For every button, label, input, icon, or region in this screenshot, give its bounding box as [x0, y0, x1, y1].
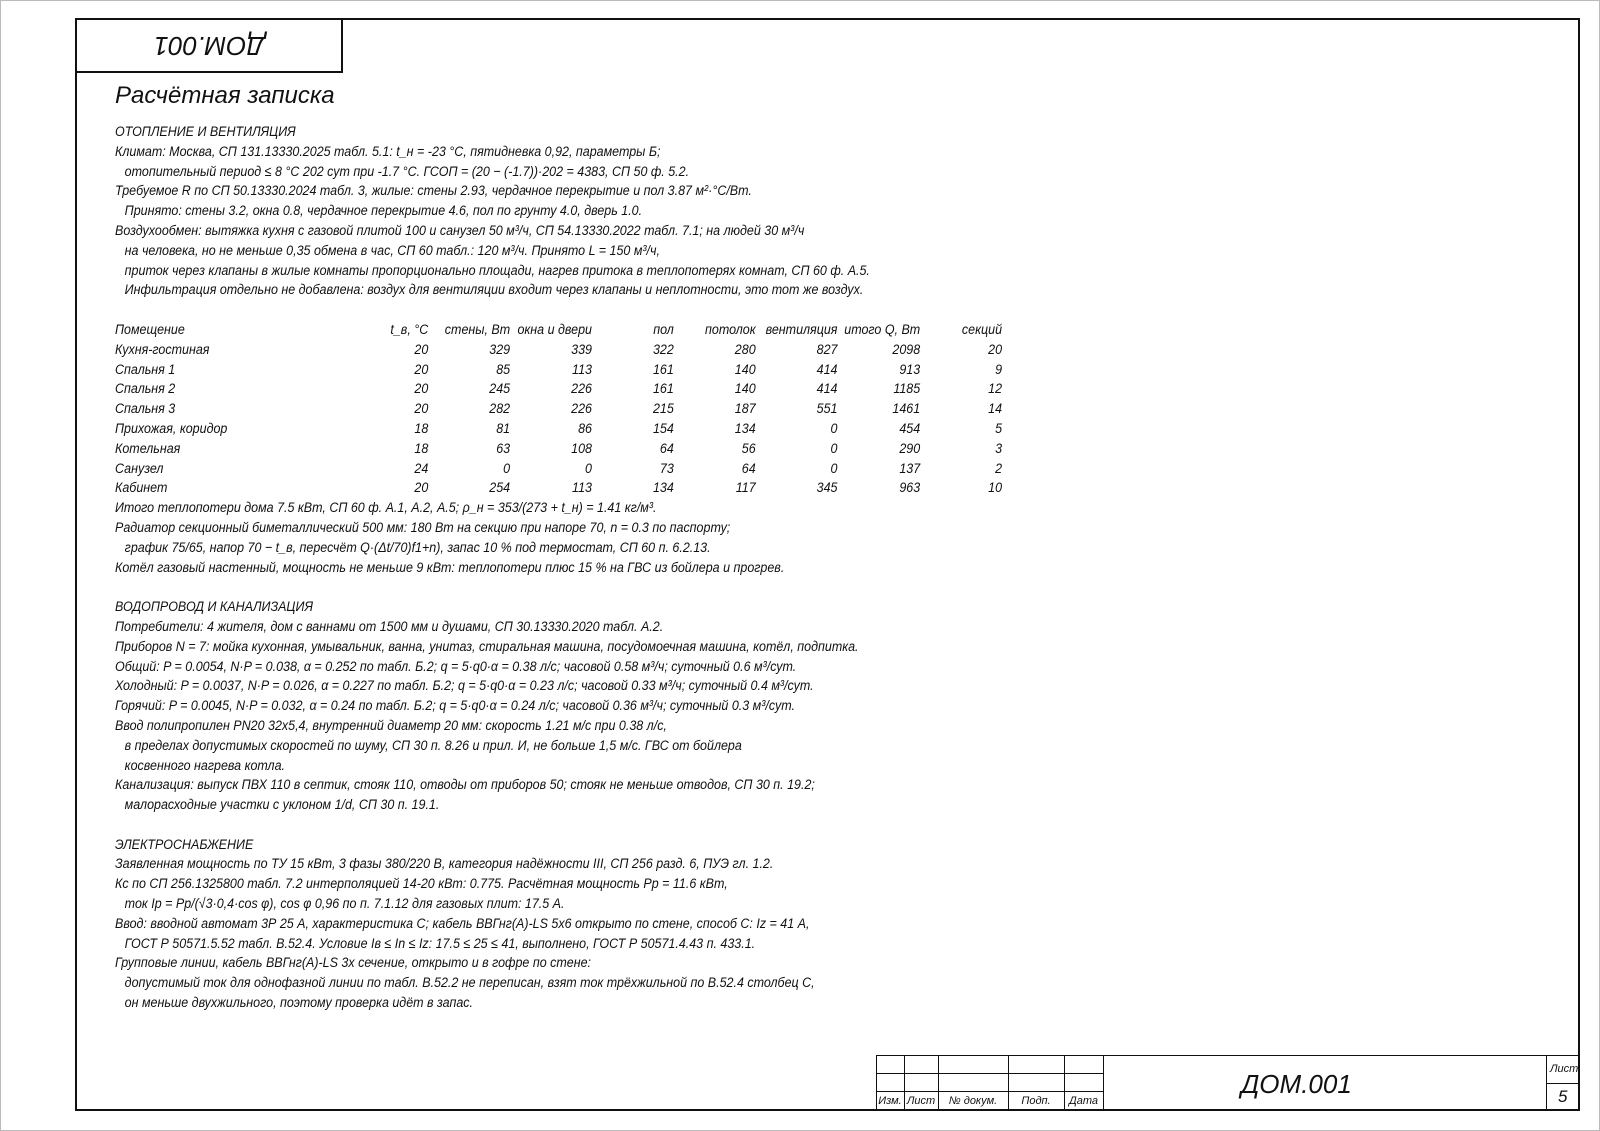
- room-name-cell: Спальня 2: [115, 381, 176, 398]
- table-cell: 140: [734, 361, 756, 378]
- electric-line: Заявленная мощность по ТУ 15 кВт, 3 фазы 380/220 В, категория надёжности III, СП 256 разд. 6, ПУЭ гл. 1.2.: [115, 856, 774, 873]
- table-cell: 137: [899, 460, 921, 477]
- heating-lines-before: [115, 143, 1215, 301]
- table-cell: 161: [652, 381, 674, 398]
- room-name-cell: Прихожая, коридор: [115, 420, 228, 437]
- room-name-cell: Санузел: [115, 460, 164, 477]
- table-row: [115, 341, 1002, 361]
- heating-line: Требуемое R по СП 50.13330.2024 табл. 3, жилые: стены 2.93, чердачное перекрытие и пол 3.87 м²·°С/Вт.: [115, 183, 752, 200]
- table-cell: 0: [830, 420, 838, 437]
- table-cell: 0: [830, 440, 838, 457]
- heating-line: Воздухообмен: вытяжка кухня с газовой плитой 100 и санузел 50 м³/ч, СП 54.13330.2022 табл. 7.1; на людей 30 м³/ч: [115, 222, 805, 239]
- table-cell: 113: [572, 480, 592, 497]
- table-header-cell: секций: [961, 321, 1003, 338]
- table-header-cell: вентиляция: [765, 321, 838, 338]
- table-cell: 134: [734, 420, 756, 437]
- water-line: малорасходные участки с уклоном 1/d, СП 30 п. 19.1.: [124, 797, 440, 814]
- table-row: [115, 420, 1002, 440]
- table-header-cell: потолок: [705, 321, 756, 338]
- table-cell: 414: [816, 381, 838, 398]
- table-cell: 329: [489, 341, 511, 358]
- water-line: в пределах допустимых скоростей по шуму, СП 30 п. 8.26 и прил. И, не больше 1,5 м/с. ГВС от бойлера: [124, 737, 742, 754]
- table-cell: 187: [734, 401, 756, 418]
- table-cell: 140: [734, 381, 756, 398]
- title-block-column-label: Подп.: [1021, 1095, 1051, 1107]
- table-cell: 117: [735, 480, 756, 497]
- table-cell: 18: [414, 440, 429, 457]
- table-cell: 56: [741, 440, 756, 457]
- table-cell: 226: [571, 381, 592, 398]
- table-cell: 245: [489, 381, 511, 398]
- table-cell: 322: [652, 341, 674, 358]
- water-line: Приборов N = 7: мойка кухонная, умывальник, ванна, унитаз, стиральная машина, посудомоечная машина, котёл, подпитка.: [115, 638, 859, 655]
- heat-loss-table-wrap: [115, 321, 1083, 499]
- title-block-cell: [904, 1055, 938, 1073]
- table-cell: 18: [414, 420, 429, 437]
- table-header-cell: окна и двери: [517, 321, 592, 338]
- table-cell: 0: [503, 460, 511, 477]
- table-cell: 226: [571, 401, 592, 418]
- electric-line: допустимый ток для однофазной линии по табл. В.52.2 не переписан, взят ток трёхжильной по В.52.4 столбец С,: [124, 975, 815, 992]
- table-cell: 81: [496, 420, 511, 437]
- water-line: Канализация: выпуск ПВХ 110 в септик, стояк 110, отводы от приборов 50; стояк не меньше отводов, СП 30 п. 19.2;: [115, 777, 815, 794]
- table-cell: 2098: [892, 341, 921, 358]
- electric-line: ток Ір = Рр/(√3·0,4·cos φ), cos φ 0,96 по п. 7.1.12 для газовых плит: 17.5 А.: [124, 896, 565, 913]
- table-cell: 12: [988, 381, 1003, 398]
- table-header-cell: пол: [653, 321, 674, 338]
- calculation-note: [115, 80, 1215, 1014]
- table-cell: 913: [899, 361, 921, 378]
- table-cell: 154: [652, 420, 674, 437]
- room-name-cell: Котельная: [115, 440, 181, 457]
- table-cell: 64: [741, 460, 756, 477]
- heating-line: Инфильтрация отдельно не добавлена: воздух для вентиляции входит через клапаны и неплотности, это тот же воздух.: [124, 282, 864, 299]
- table-cell: 108: [571, 440, 592, 457]
- top-stamp: [75, 18, 343, 73]
- heating-line: график 75/65, напор 70 − t_в, пересчёт Q·(Δt/70)f1+n), запас 10 % под термостат, СП 60 п. 6.2.13.: [124, 539, 711, 556]
- title-block-cell: [904, 1073, 938, 1091]
- water-line: Потребители: 4 жителя, дом с ваннами от 1500 мм и душами, СП 30.13330.2020 табл. А.2.: [115, 618, 664, 635]
- table-cell: 345: [816, 480, 838, 497]
- room-name-cell: Кабинет: [115, 480, 168, 497]
- table-cell: 63: [496, 440, 511, 457]
- electric-line: он меньше двухжильного, поэтому проверка идёт в запас.: [124, 995, 473, 1012]
- table-cell: 20: [988, 341, 1003, 358]
- table-cell: 454: [899, 420, 921, 437]
- table-cell: 14: [988, 401, 1003, 418]
- title-block-cell: [876, 1073, 904, 1091]
- table-cell: 73: [659, 460, 674, 477]
- table-cell: 827: [816, 341, 838, 358]
- table-header-cell: стены, Вт: [444, 321, 511, 338]
- heating-line: Котёл газовый настенный, мощность не меньше 9 кВт: теплопотери плюс 15 % на ГВС из бойлера и прогрев.: [115, 559, 785, 576]
- electric-heading: ЭЛЕКТРОСНАБЖЕНИЕ: [115, 836, 254, 853]
- sheet-label: Лист: [1550, 1063, 1579, 1075]
- table-header-cell: Помещение: [115, 321, 185, 338]
- table-row: [115, 361, 1002, 381]
- room-name-cell: Кухня-гостиная: [115, 341, 210, 358]
- water-lines: [115, 618, 1215, 816]
- title-block-column-label: № докум.: [948, 1095, 998, 1107]
- heat-loss-table: [115, 321, 1002, 499]
- title-block-column-label: Изм.: [878, 1095, 902, 1107]
- title-block: [876, 1055, 1580, 1111]
- page-title: Расчётная записка: [115, 82, 335, 109]
- table-cell: 282: [489, 401, 511, 418]
- title-block-code: ДОМ.001: [1241, 1069, 1352, 1099]
- table-cell: 1185: [893, 381, 921, 398]
- table-body: [115, 341, 1002, 499]
- title-block-cell: [1064, 1073, 1103, 1091]
- table-cell: 339: [571, 341, 592, 358]
- water-line: Ввод полипропилен PN20 32х5,4, внутренний диаметр 20 мм: скорость 1.21 м/с при 0.38 л/с,: [115, 717, 667, 734]
- title-block-cell: [1008, 1055, 1064, 1073]
- table-cell: 64: [659, 440, 674, 457]
- heating-line: Климат: Москва, СП 131.13330.2025 табл. 5.1: t_н = -23 °С, пятидневка 0,92, параметры Б;: [115, 143, 661, 160]
- table-header-cell: итого Q, Вт: [844, 321, 921, 338]
- table-cell: 20: [414, 341, 429, 358]
- table-cell: 414: [816, 361, 838, 378]
- electric-lines: [115, 855, 1215, 1013]
- water-line: Горячий: P = 0.0045, N·P = 0.032, α = 0.24 по табл. Б.2; q = 5·q0·α = 0.24 л/с; часовой 0.36 м³/ч; суточный 0.3 м³/сут.: [115, 698, 795, 715]
- table-header-row: [115, 321, 1002, 341]
- heating-heading: ОТОПЛЕНИЕ И ВЕНТИЛЯЦИЯ: [115, 124, 296, 140]
- table-cell: 290: [899, 440, 921, 457]
- table-cell: 20: [414, 401, 429, 418]
- table-cell: 20: [414, 480, 429, 497]
- water-line: Холодный: P = 0.0037, N·P = 0.026, α = 0.227 по табл. Б.2; q = 5·q0·α = 0.23 л/с; часовой 0.33 м³/ч; суточный 0.4 м³/сут.: [115, 678, 814, 695]
- table-cell: 24: [414, 460, 429, 477]
- heating-line: отопительный период ≤ 8 °С 202 сут при -1.7 °С. ГСОП = (20 − (-1.7))·202 = 4383, СП 50 ф. 5.2.: [124, 163, 690, 180]
- table-row: [115, 440, 1002, 460]
- table-cell: 254: [489, 480, 511, 497]
- sheet-number: 5: [1558, 1087, 1568, 1106]
- table-row: [115, 400, 1002, 420]
- electric-line: ГОСТ Р 50571.5.52 табл. В.52.4. Условие Iв ≤ In ≤ Iz: 17.5 ≤ 25 ≤ 41, выполнено, ГОСТ Р 50571.4.43 п. 433.1.: [124, 935, 756, 952]
- table-row: [115, 479, 1002, 499]
- heating-line: Принято: стены 3.2, окна 0.8, чердачное перекрытие 4.6, пол по грунту 4.0, дверь 1.0.: [124, 203, 643, 220]
- title-block-cell: [1064, 1055, 1103, 1073]
- table-cell: 280: [734, 341, 756, 358]
- title-block-column-label: Дата: [1068, 1095, 1099, 1107]
- table-cell: 9: [995, 361, 1003, 378]
- table-cell: 551: [816, 401, 838, 418]
- electric-line: Кс по СП 256.1325800 табл. 7.2 интерполяцией 14-20 кВт: 0.775. Расчётная мощность Рр = 11.6 кВт,: [115, 876, 728, 893]
- room-name-cell: Спальня 3: [115, 401, 176, 418]
- table-cell: 5: [995, 420, 1003, 437]
- table-cell: 86: [578, 420, 592, 437]
- table-cell: 161: [652, 361, 674, 378]
- table-cell: 20: [414, 361, 429, 378]
- electric-line: Ввод: вводной автомат 3Р 25 А, характеристика С; кабель ВВГнг(А)-LS 5х6 открыто по стене, способ С: Iz = 41 А,: [115, 915, 810, 932]
- title-block-cell: [938, 1055, 1008, 1073]
- heating-lines-after: [115, 499, 1215, 578]
- table-cell: 1461: [892, 401, 921, 418]
- heating-line: на человека, но не меньше 0,35 обмена в час, СП 60 табл.: 120 м³/ч. Принято L = 150 м³/ч,: [124, 242, 660, 259]
- table-cell: 215: [652, 401, 674, 418]
- table-cell: 963: [899, 480, 921, 497]
- table-header-cell: t_в, °С: [390, 321, 429, 338]
- table-cell: 2: [995, 460, 1003, 477]
- table-cell: 0: [585, 460, 592, 477]
- heating-line: Радиатор секционный биметаллический 500 мм: 180 Вт на секцию при напоре 70, n = 0.3 по паспорту;: [115, 519, 731, 536]
- table-row: [115, 380, 1002, 400]
- room-name-cell: Спальня 1: [115, 361, 176, 378]
- water-line: косвенного нагрева котла.: [124, 757, 285, 774]
- top-stamp-code: ДОМ.001: [153, 31, 265, 61]
- heating-line: приток через клапаны в жилые комнаты пропорционально площади, нагрев притока в теплопотерях комнат, СП 60 ф. А.5.: [124, 262, 870, 279]
- title-block-cell: [938, 1073, 1008, 1091]
- heating-line: Итого теплопотери дома 7.5 кВт, СП 60 ф. А.1, А.2, А.5; ρ_н = 353/(273 + t_н) = 1.41 кг/м³.: [115, 500, 657, 517]
- water-line: Общий: P = 0.0054, N·P = 0.038, α = 0.252 по табл. Б.2; q = 5·q0·α = 0.38 л/с; часовой 0.58 м³/ч; суточный 0.6 м³/сут.: [115, 658, 797, 675]
- table-cell: 134: [652, 480, 674, 497]
- title-block-column-label: Лист: [906, 1095, 936, 1107]
- title-block-cell: [1008, 1073, 1064, 1091]
- table-cell: 20: [414, 381, 429, 398]
- water-heading: ВОДОПРОВОД И КАНАЛИЗАЦИЯ: [115, 599, 313, 616]
- table-cell: 0: [830, 460, 838, 477]
- table-row: [115, 460, 1002, 480]
- table-cell: 10: [988, 480, 1003, 497]
- table-cell: 85: [496, 361, 511, 378]
- table-cell: 113: [572, 361, 592, 378]
- electric-line: Групповые линии, кабель ВВГнг(А)-LS 3х сечение, открыто и в гофре по стене:: [115, 955, 592, 972]
- table-cell: 3: [995, 440, 1003, 457]
- title-block-cell: [876, 1055, 904, 1073]
